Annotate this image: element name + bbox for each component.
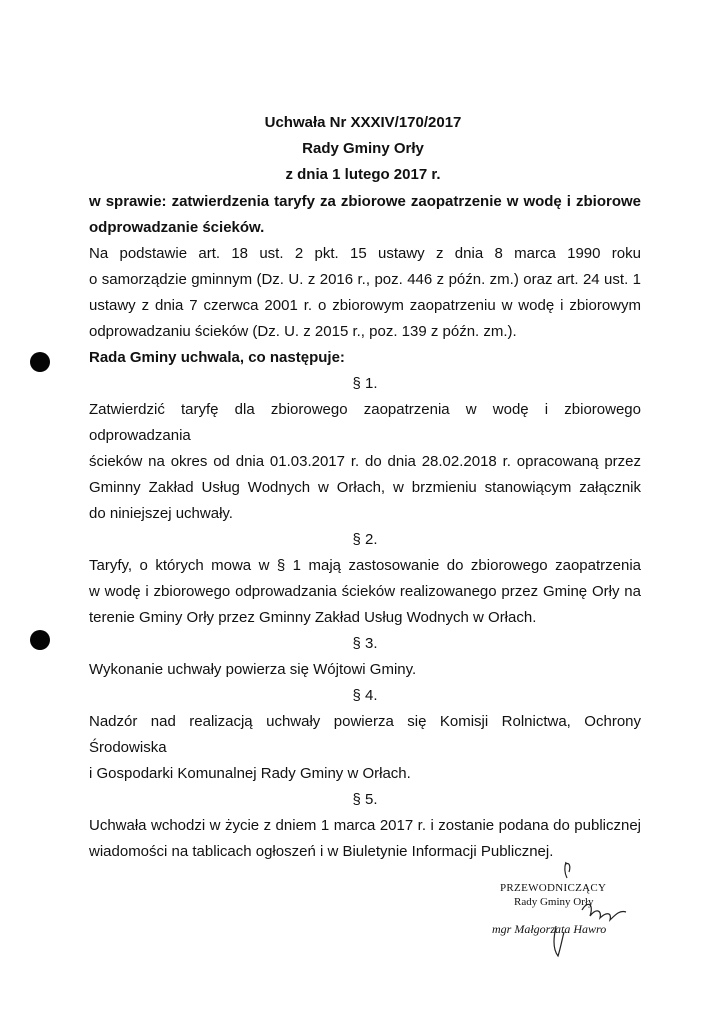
section-1-line: Zatwierdzić taryfę dla zbiorowego zaopatrzenia w wodę i zbiorowego odprowadzania	[89, 401, 641, 444]
section-1-line: do niniejszej uchwały.	[89, 505, 233, 522]
handwritten-signature	[470, 860, 670, 970]
document-body	[89, 189, 641, 865]
stamp-council: Rady Gminy Orły	[514, 896, 594, 908]
basis-line-4: odprowadzaniu ścieków (Dz. U. z 2015 r., poz. 139 z późn. zm.).	[89, 323, 517, 340]
section-2-line: terenie Gminy Orły przez Gminny Zakład Usług Wodnych w Orłach.	[89, 609, 537, 626]
punch-hole-top	[30, 352, 50, 372]
document-header	[0, 110, 726, 188]
section-1-line: ścieków na okres od dnia 01.03.2017 r. do dnia 28.02.2018 r. opracowaną przez	[89, 453, 641, 470]
section-4-line: i Gospodarki Komunalnej Rady Gminy w Orłach.	[89, 765, 411, 782]
stamp-title: PRZEWODNICZĄCY	[500, 882, 607, 894]
section-5-line: Uchwała wchodzi w życie z dniem 1 marca 2017 r. i zostanie podana do publicznej	[89, 817, 641, 834]
section-1-line: Gminny Zakład Usług Wodnych w Orłach, w brzmieniu stanowiącym załącznik	[89, 479, 641, 496]
resolution-date: z dnia 1 lutego 2017 r.	[285, 166, 441, 183]
section-5-line: wiadomości na tablicach ogłoszeń i w Biuletynie Informacji Publicznej.	[89, 843, 554, 860]
section-5-mark: § 5.	[352, 791, 378, 808]
section-2-line: Taryfy, o których mowa w § 1 mają zastosowanie do zbiorowego zaopatrzenia	[89, 557, 641, 574]
resolves-statement: Rada Gminy uchwala, co następuje:	[89, 349, 345, 366]
basis-line-3: ustawy z dnia 7 czerwca 2001 r. o zbiorowym zaopatrzeniu w wodę i zbiorowym	[89, 297, 641, 314]
section-4-mark: § 4.	[352, 687, 378, 704]
section-3-mark: § 3.	[352, 635, 378, 652]
section-3-line: Wykonanie uchwały powierza się Wójtowi Gminy.	[89, 661, 417, 678]
section-2-line: w wodę i zbiorowego odprowadzania ścieków realizowanego przez Gminę Orły na	[89, 583, 641, 600]
subject-line-2: odprowadzanie ścieków.	[89, 219, 265, 236]
basis-line-1: Na podstawie art. 18 ust. 2 pkt. 15 ustawy z dnia 8 marca 1990 roku	[89, 245, 641, 262]
section-2-mark: § 2.	[352, 531, 378, 548]
subject-line-1: w sprawie: zatwierdzenia taryfy za zbiorowe zaopatrzenie w wodę i zbiorowe	[89, 193, 641, 210]
council-name: Rady Gminy Orły	[302, 140, 424, 157]
section-4-line: Nadzór nad realizacją uchwały powierza się Komisji Rolnictwa, Ochrony Środowiska	[89, 713, 641, 756]
signature-stamp	[470, 860, 670, 970]
resolution-title: Uchwała Nr XXXIV/170/2017	[264, 114, 462, 131]
stamp-name: mgr Małgorzata Hawro	[492, 922, 607, 936]
basis-line-2: o samorządzie gminnym (Dz. U. z 2016 r., poz. 446 z późn. zm.) oraz art. 24 ust. 1	[89, 271, 641, 288]
section-1-mark: § 1.	[352, 375, 378, 392]
punch-hole-bottom	[30, 630, 50, 650]
